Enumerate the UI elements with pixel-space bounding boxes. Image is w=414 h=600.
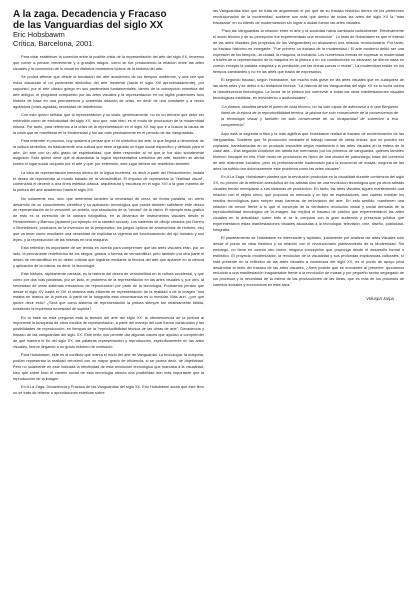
paragraph: En la base de esta pregunta está la tensión del arte del siglo XX: la obsolescencia de la pintura al imponerse la búsqueda de otros medios de representación, a partir del manejo del cual fueron construidos y las posibilidades de reproducción, en tiempos de la "reproductibilidad técnica de las obras de arte". Decadencia y fracaso de las vanguardias del siglo XX. Este texto nos permite dar algunas claves que ayudan a comprender de qué manera el fin del siglo XX, las palabras representación y reproducción, específicamente en las artes visuales, fueron llegando a un grado máximo de confusión. xyxy=(13,315,204,349)
paragraph: Aquí está la segunda crítica y la más ágil/fina que Hobsbawm realiza al fracaso de modernización de las Vanguardias. Sostiene que "la producción mediante el trabajo manual de obras únicas, que se pueden ser copiadas, transformadas en un producto imposible según mantenerlo a las artes visuales en la esfera de la clase alta... Esa segunda condición del artista fue mermando por los primeros de vanguardia, quienes también hicieron hincapié en ella. Este modo de producción es típico de una ciudad de patronazgo, base del comercio de arte realmente lucrativo, pero es profundamente inadecuado para la economía de masas; ninguna de las artes ha sufrido tan dolorosamente este problema como las artes visuales". xyxy=(213,131,404,171)
paragraph: La idea de representación inmersa dentro de la lógica moderna, es decir a partir del Renacimiento, instala el deseo de representar al mundo basado en la verosimilitud. El impulso de representar la "realidad visual", comenzará el devenir a una línea estética clásica, arquitectura y escultura en el siglo XVI a la gran manera de la pintura del arte académico hasta el siglo XIX. xyxy=(13,170,204,193)
paragraph: El planteamiento de Hobsbawm es interesante y lapidario, justamente por analizar las artes visuales sólo desde el punto de vista histórico y su relación con el revolucionario planteamiento de la Modernidad. Sin embargo, no tiene en cuenta otro factor, ninguna concepción que proponga desde el desarrollo formal o estilístico. El proyecto modernizador, la revolución de la visualidad y sus profundas implicancias culturales, sí está presente en la reflexión de las artes visuales a comienzos del siglo XX, es el punto de apoyo para desarrollar la tesis del fracaso de las artes visuales, ¿Será posible que se encuentre al presente, quedamos reducida a una manifestación inaguantable frente a la revolución de masas y por pequeño sector segregado de los procesos y la necesidad de la esfera de las producciones de las ideas, que es más de los procesos de cambios sociales y económicos en esta área. xyxy=(213,236,404,288)
paragraph: Se podría afirmar que desde la fundación del arte académico de los tiempos modernos, y una vez que éstos clausuran el rol puramente simbólico del arte medieval (hacia el siglo XIII aproximadamente), por supuesto, por el arte clásico griego en sus parámetros fundamentales, dentro de la concepción mimética del arte antiguo, el programa compuesto por las artes visuales y la representación en los siglos posteriores tuvo historia de base en una permanencia y sostenida relación de crisis, en decir de una constante y a veces agotadora (crisis agotada) necesidad de redefinición. xyxy=(13,75,204,109)
paragraph: El segundo fracaso, según Hobsbawm, fue mucho más grave en las artes visuales que en cualquiera de las otras artes y se debió a su tentadora técnica: "La historia de las Vanguardias del siglo XX es la lucha contra la obsolescencia tecnológica. La lucha de la pintura por sobrevivir a todas las otras manifestaciones visuales tecnológicas estáticas, en movimiento o audiovisuales". xyxy=(213,78,404,100)
left-column xyxy=(13,9,204,594)
book-title xyxy=(13,9,204,31)
paragraph: En A La Zaga- Decadencia y Fracaso de las Vanguardias del siglo XX, Eric Hobsbawm acota que este libro no se trata de reiterar o apreciaciones estéticas sobre xyxy=(13,385,204,395)
book-header xyxy=(13,9,204,48)
paragraph: Esta reflexión es importante de ser tenida en cuenta para comprender que las artes visuales eran, por un lado, la permanente redefinición de los rangos, grados o formas de verosimilitud, pero también por otra parte el deseo de verosimilitud en un deber cultural que lograrse mediante la técnica del arte que aparece en la ciencia y aplicación de la misma, es decir, la tecnología. xyxy=(13,246,204,268)
block-quote: "La pintura, obsoleta desde el punto de vista técnico, no ha sido capaz de adecuarse a lo que Benjamin llamó de la época de la reproductibilidad técnica, la pintura fue solo consecuente de la consecuencia de la tecnología visual y también ha sido consecuente de su incapacidad de sobrevivir a esa competencia". xyxy=(221,105,398,127)
paragraph: "Para las Vanguardias la relación entre el arte y la sociedad había cambiado radicalmente. Efectivamente el modo técnico y de su percepción fue experimentado una revolución". Lo tesis de Hobsbawm es que el intento de las artes Visuales (los proyectos de las Vanguardias) no alcanzaron una relación revolucionaria. Por tanto, su fracaso histórico es innegable: "Fue primero un fracaso de la modernidad / El arte moderno debió ser una expresión de los tiempos –la ciudad, la máquina, la industria. Los numerosos formas de expresar la modernidad a través de la representación de la máquina en la pintura o en los constructores no alcanzar, se dieron nada en común excepto la palabra máquina y la predicción por las líneas curvas o rectas". La modernidad reside en los tiempos cambiantes y no en las artes que tratan de expresarlos. xyxy=(213,29,404,75)
paragraph: No solamente eso, sino que determina también la necesidad de crear, de forma paralela, un cierto desarrollo de un conocimiento científico y su aplicación tecnológica que pueda también satisfacer este deseo de representación de lo verosímil: un anhelo, una simulación de la "verdad" de la visión. El ejemplo más gráfico de esto es la invención de la cámara fotográfica, en la dinámica de instrumentos visuales desde el Renacimiento y Barroco (aparece por ejemplo en la cámara oscura). Los sistemas de dibujo creados por Durero o Brunelleschi, productos de la invención de la perspectiva, los juegos ópticos de anamorfosis de Holbein, etc) que va tener como resultante una necesidad de explicitar la vigencia del funcionamiento del ojo humano y sus leyes, y la reproducción de las mismas en una máquina. xyxy=(13,196,204,242)
paragraph: Para entender el proceso, hoy quisiera a pensar que el rol simbólico del arte, lo que llegará a denominar de la cultura simbólica, es básicamente una cultura que tiene originado un lugar social específico y definido para el arte. Un arte con un alto grado de espiritualidad, que debe responder al rol que le fue sido socialmente asignado. Esto quiere decir que al abandonar la lógica representativa simbólica del arte, también se abrirá contra el lugar social ocupado por el arte y que, por extensión, este lugar deberá ser redefinido también. xyxy=(13,138,204,167)
paragraph: Para Hobsbawm, este es el conflicto que marca el inicio del arte de Vanguardia. La tecnología, la máquina, podían representar la realidad verosímil con un mayor grado de eficiencia, si se podría decir, de objetividad. Pero no solamente en este indicada la efectividad de esta revolución tecnológica que marcaba a la visualidad, sino que sobre todo el cambio social de esta tecnología ofrecía una posibilidad aún más importante que la reproducción de la imagen. xyxy=(13,353,204,381)
paragraph: Para cidar establecer la conexión entre la posible crisis de la representación del arte del siglo XX, tenemos que volver a pensar, brevemente y a grandes rasgos, cómo se fue produciendo la relación entre las artes visuales y la concreción de lo visual en distintos momentos típicos de la historia del arte. xyxy=(13,55,204,71)
right-column xyxy=(213,9,404,594)
article-signature: Voluspa Jarpa xyxy=(366,295,394,301)
paragraph: En A La Zaga, Hobsbawm plantea que la revolución producida en la visualidad durante comienzos del siglo XX, no provino de la reflexión anecdótica de los artistas sino de una revolución tecnológica que ya otros artistas visuales tenían reemplazar a sus sistemas de producción. En tanto, las artes visuales siguen manteniendo una relación con el objeto único, que proponía un mercado y un tipo de espectadores, aun cuando existían los medios tecnológicos para romper esas barreras de renovación del arte. En esto sentido, mantienen una relación de rencor frente a lo que el concepto de la verdadera revolución visual y social derivada de la reproductibilidad tecnológica de la imagen. Así explica el fracaso de público que experimentaron las artes visuales en la actualidad, sobre todo si se le compara con la gran audiencia y presencia pública que experimentaron estas manifestaciones visuales asociadas a la tecnología: televisión, cine, diseño, publicidad, fotografía. xyxy=(213,175,404,232)
book-author: Eric Hobsbawm xyxy=(13,30,65,39)
paragraph: las Vanguardias sino que se trata de argumentar el por qué de su fracaso histórico dentro de los preteriores revolucionarios de la modernidad, sostiene son más que dentro de todas las artes del siglo XX la "más fracasada" en su intento de modernización sin lograr a dudas fueron las artes visuales. xyxy=(213,9,404,25)
paragraph: Con esto quiero señalar que la representación y su crisis, genéricamente, no es un término que debe ser entendido como de exclusividad del siglo XX, sino que, más bien, es el modo de producción de la modernidad misma. Por tanto, para referirnos a la crisis de la representación en el siglo XX hay que ir a buscar la causa de la crisis que se manifiesta en la Modernidad y fue así más precisamente en el período de las Vanguardias. xyxy=(13,112,204,135)
book-publisher: Crítica. Barcelona, 2001. xyxy=(13,38,95,48)
book-title-line-2: de las Vanguardias del siglo XX xyxy=(13,20,164,31)
paragraph: Esta historia, rápidamente narrada, es la historia del deseo de verosimilitud en la cultura occidental, y que como por dos vías paralelas, por un lado, el problema de la representación en las artes visuales y, por otro, la necesidad de crear sistemas mecánicos de reproducción por parte de la tecnología. Podríamos pensar que desde el siglo XV hasta el XIX el sistema más eficiente de representación de la realidad o de la imagen "nos estaba en manos de la pintura. A partir de la fotografía esta circunstancia es lo medular. Más aún, ¿por qué quiere decir esto? ¿Será que como sistema de representación la pintura siempre fue relativamente fallida, existiendo la imperiosa necesidad de suplirla? xyxy=(13,272,204,312)
book-meta xyxy=(13,31,204,48)
right-body xyxy=(213,132,404,292)
right-intro xyxy=(213,9,404,104)
left-body xyxy=(13,55,204,399)
book-title-line-1: A la zaga. Decadencia y Fracaso xyxy=(13,9,167,20)
